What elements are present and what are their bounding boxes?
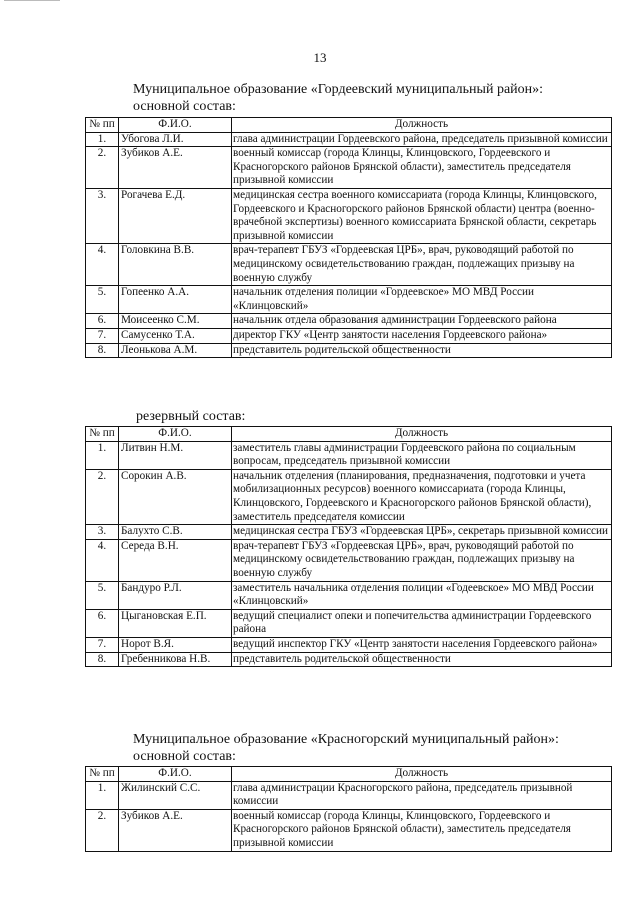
row-fio: Моисеенко С.М. xyxy=(119,314,232,329)
row-fio: Балухто С.В. xyxy=(119,525,232,540)
row-fio: Головкина В.В. xyxy=(119,244,232,286)
row-number: 1. xyxy=(86,441,119,469)
table-row xyxy=(86,147,612,189)
row-fio: Зубиков А.Е. xyxy=(119,809,232,851)
row-fio: Убогова Л.И. xyxy=(119,132,232,147)
col-header-position: Должность xyxy=(232,118,612,133)
row-position: представитель родительской общественности xyxy=(232,652,612,667)
table-row xyxy=(86,328,612,343)
table-row xyxy=(86,343,612,358)
row-position: ведущий инспектор ГКУ «Центр занятости населения Гордеевского района» xyxy=(232,637,612,652)
roster-table-krasnogorsky-main xyxy=(85,766,612,852)
roster-table-gordeevsky-reserve xyxy=(85,426,612,667)
row-position: директор ГКУ «Центр занятости населения Гордеевского района» xyxy=(232,328,612,343)
row-fio: Жилинский С.С. xyxy=(119,781,232,809)
row-position: ведущий специалист опеки и попечительства администрации Гордеевского района xyxy=(232,609,612,637)
col-header-number: № пп xyxy=(86,118,119,133)
row-fio: Литвин Н.М. xyxy=(119,441,232,469)
row-number: 8. xyxy=(86,343,119,358)
row-position: начальник отдела образования администрации Гордеевского района xyxy=(232,314,612,329)
col-header-position: Должность xyxy=(232,427,612,442)
row-position: медицинская сестра военного комиссариата (города Клинцы, Клинцовского, Гордеевского и Красногорского районов Брянской области) центра (военно-врачебной экспертизы) военного комиссариата Брянской области, секретарь призывной комиссии xyxy=(232,188,612,243)
table-row xyxy=(86,188,612,243)
row-position: врач-терапевт ГБУЗ «Гордеевская ЦРБ», врач, руководящий работой по медицинскому освидетельствованию граждан, подлежащих призыву на военную службу xyxy=(232,244,612,286)
row-fio: Леонькова А.М. xyxy=(119,343,232,358)
section-subheading-reserve: резервный состав: xyxy=(136,409,246,424)
row-position: врач-терапевт ГБУЗ «Гордеевская ЦРБ», врач, руководящий работой по медицинскому освидетельствованию граждан, подлежащих призыву на военную службу xyxy=(232,539,612,581)
section-heading-krasnogorsky: Муниципальное образование «Красногорский муниципальный район»: xyxy=(133,732,559,747)
table-row xyxy=(86,469,612,524)
row-fio: Бандуро Р.Л. xyxy=(119,581,232,609)
row-number: 5. xyxy=(86,581,119,609)
table-row xyxy=(86,539,612,581)
scan-edge-mark xyxy=(4,0,60,4)
row-number: 2. xyxy=(86,469,119,524)
table-row xyxy=(86,809,612,851)
row-fio: Рогачева Е.Д. xyxy=(119,188,232,243)
row-position: глава администрации Красногорского района, председатель призывной комиссии xyxy=(232,781,612,809)
col-header-number: № пп xyxy=(86,427,119,442)
col-header-position: Должность xyxy=(232,767,612,782)
table-row xyxy=(86,244,612,286)
row-position: начальник отделения (планирования, предназначения, подготовки и учета мобилизационных ресурсов) военного комиссариата (города Клинцы, Клинцовского, Гордеевского и Красногорского районов Брянской области), заместитель председателя комиссии xyxy=(232,469,612,524)
row-number: 2. xyxy=(86,809,119,851)
row-fio: Самусенко Т.А. xyxy=(119,328,232,343)
row-number: 8. xyxy=(86,652,119,667)
row-number: 1. xyxy=(86,781,119,809)
row-fio: Гопеенко А.А. xyxy=(119,286,232,314)
row-number: 2. xyxy=(86,147,119,189)
row-position: глава администрации Гордеевского района, председатель призывной комиссии xyxy=(232,132,612,147)
row-fio: Сорокин А.В. xyxy=(119,469,232,524)
col-header-number: № пп xyxy=(86,767,119,782)
row-fio: Норот В.Я. xyxy=(119,637,232,652)
row-number: 7. xyxy=(86,637,119,652)
row-number: 6. xyxy=(86,314,119,329)
table-row xyxy=(86,525,612,540)
row-position: медицинская сестра ГБУЗ «Гордеевская ЦРБ», секретарь призывной комиссии xyxy=(232,525,612,540)
table-row xyxy=(86,132,612,147)
row-position: начальник отделения полиции «Гордеевское» МО МВД России «Клинцовский» xyxy=(232,286,612,314)
row-number: 4. xyxy=(86,244,119,286)
section-subheading-main: основной состав: xyxy=(133,99,236,114)
row-position: заместитель главы администрации Гордеевского района по социальным вопросам, председатель призывной комиссии xyxy=(232,441,612,469)
page-number: 13 xyxy=(313,50,327,65)
table-header-row xyxy=(86,767,612,782)
row-position: военный комиссар (города Клинцы, Клинцовского, Гордеевского и Красногорского районов Брянской области), заместитель председателя призывной комиссии xyxy=(232,147,612,189)
row-number: 3. xyxy=(86,188,119,243)
row-fio: Цыгановская Е.П. xyxy=(119,609,232,637)
table-row xyxy=(86,441,612,469)
table-header-row xyxy=(86,118,612,133)
section-heading-gordeevsky: Муниципальное образование «Гордеевский муниципальный район»: xyxy=(133,82,544,97)
table-row xyxy=(86,286,612,314)
row-number: 6. xyxy=(86,609,119,637)
row-number: 3. xyxy=(86,525,119,540)
table-row xyxy=(86,314,612,329)
col-header-fio: Ф.И.О. xyxy=(119,427,232,442)
row-fio: Гребенникова Н.В. xyxy=(119,652,232,667)
table-row xyxy=(86,581,612,609)
roster-table-gordeevsky-main xyxy=(85,117,612,358)
table-row xyxy=(86,609,612,637)
table-row xyxy=(86,781,612,809)
col-header-fio: Ф.И.О. xyxy=(119,118,232,133)
col-header-fio: Ф.И.О. xyxy=(119,767,232,782)
row-number: 5. xyxy=(86,286,119,314)
table-row xyxy=(86,652,612,667)
row-number: 7. xyxy=(86,328,119,343)
table-header-row xyxy=(86,427,612,442)
row-position: представитель родительской общественности xyxy=(232,343,612,358)
table-row xyxy=(86,637,612,652)
row-fio: Середа В.Н. xyxy=(119,539,232,581)
row-fio: Зубиков А.Е. xyxy=(119,147,232,189)
row-position: военный комиссар (города Клинцы, Клинцовского, Гордеевского и Красногорского районов Брянской области), заместитель председателя призывной комиссии xyxy=(232,809,612,851)
row-position: заместитель начальника отделения полиции «Годеевское» МО МВД России «Клинцовский» xyxy=(232,581,612,609)
section-subheading-main: основной состав: xyxy=(133,749,236,764)
row-number: 1. xyxy=(86,132,119,147)
row-number: 4. xyxy=(86,539,119,581)
